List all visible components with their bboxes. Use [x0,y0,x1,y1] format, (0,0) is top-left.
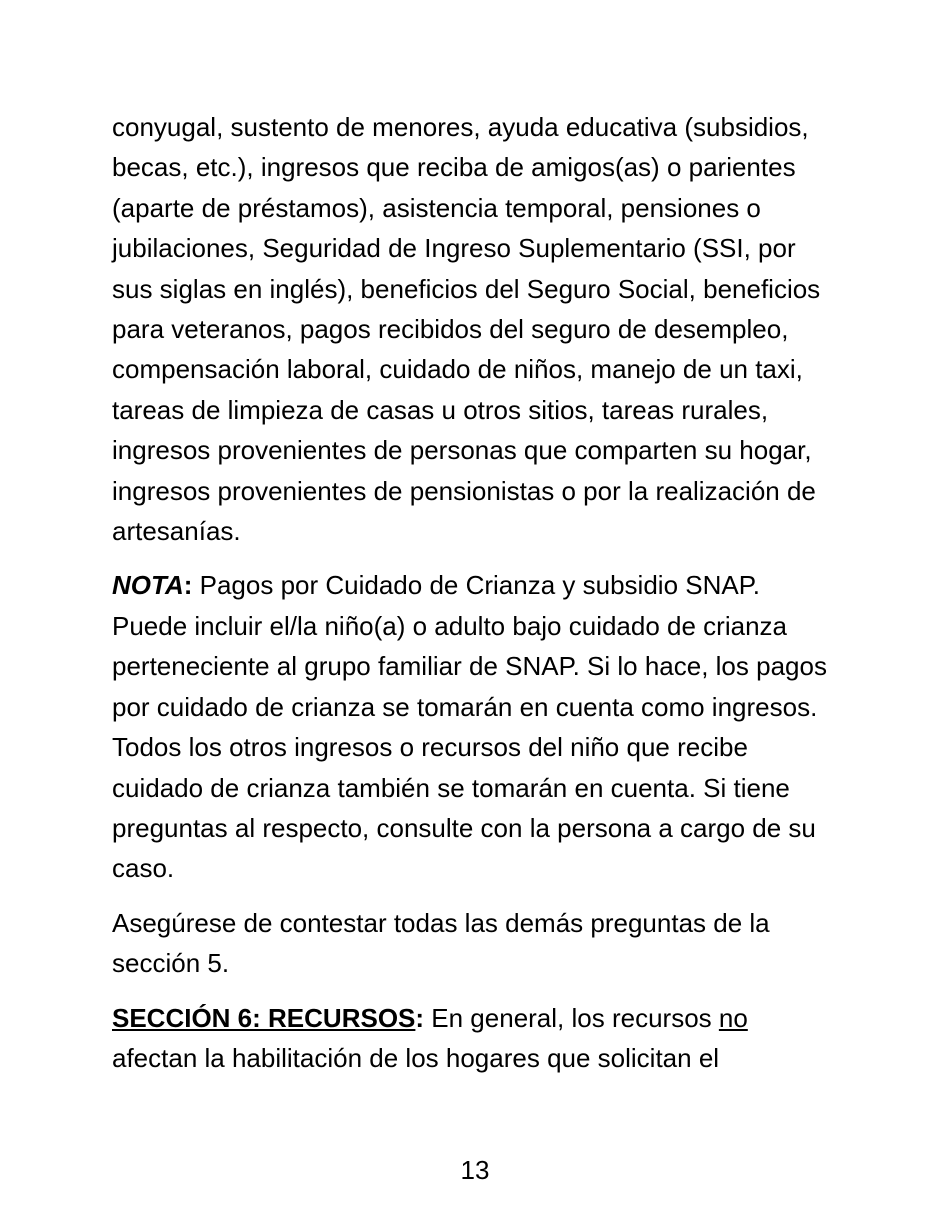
reminder-paragraph: Asegúrese de contestar todas las demás preguntas de la sección 5. [112,907,770,979]
section-6-title: SECCIÓN 6: RECURSOS [112,1002,416,1033]
note-paragraph [112,565,840,888]
section-6-colon: : [415,1002,425,1033]
note-text: Pagos por Cuidado de Crianza y subsidio SNAP. Puede incluir el/la niño(a) o adulto bajo cuidado de crianza perteneciente al grupo familiar de SNAP. Si lo hace, los pagos por cuidado de crianza se tomarán en cuenta como ingresos. Todos los otros ingresos o recursos del niño que recibe cuidado de crianza también se tomarán en cuenta. Si tiene preguntas al respecto, consulte con la persona a cargo de su caso. [112,570,827,884]
page-number: 13 [460,1155,490,1185]
note-colon: : [183,570,193,601]
section-6-underlined-word: no [718,1002,748,1033]
income-sources-paragraph: conyugal, sustento de menores, ayuda educativa (subsidios, becas, etc.), ingresos que reciba de amigos(as) o parientes (aparte de préstamos), asistencia temporal, pensiones o jubilaciones, Seguridad de Ingreso Suplementario (SSI, por sus siglas en inglés), beneficios del Seguro Social, beneficios para veteranos, pagos recibidos del seguro de desempleo, compensación laboral, cuidado de niños, manejo de un taxi, tareas de limpieza de casas u otros sitios, tareas rurales, ingresos provenientes de personas que comparten su hogar, ingresos provenientes de pensionistas o por la realización de artesanías. [112,112,821,547]
section-6-text-after: afectan la habilitación de los hogares que solicitan el [112,1042,720,1073]
section-6-paragraph [112,998,840,1079]
note-label: NOTA [112,570,184,601]
document-body [112,107,840,1092]
section-6-text-before: En general, los recursos [424,1002,719,1033]
